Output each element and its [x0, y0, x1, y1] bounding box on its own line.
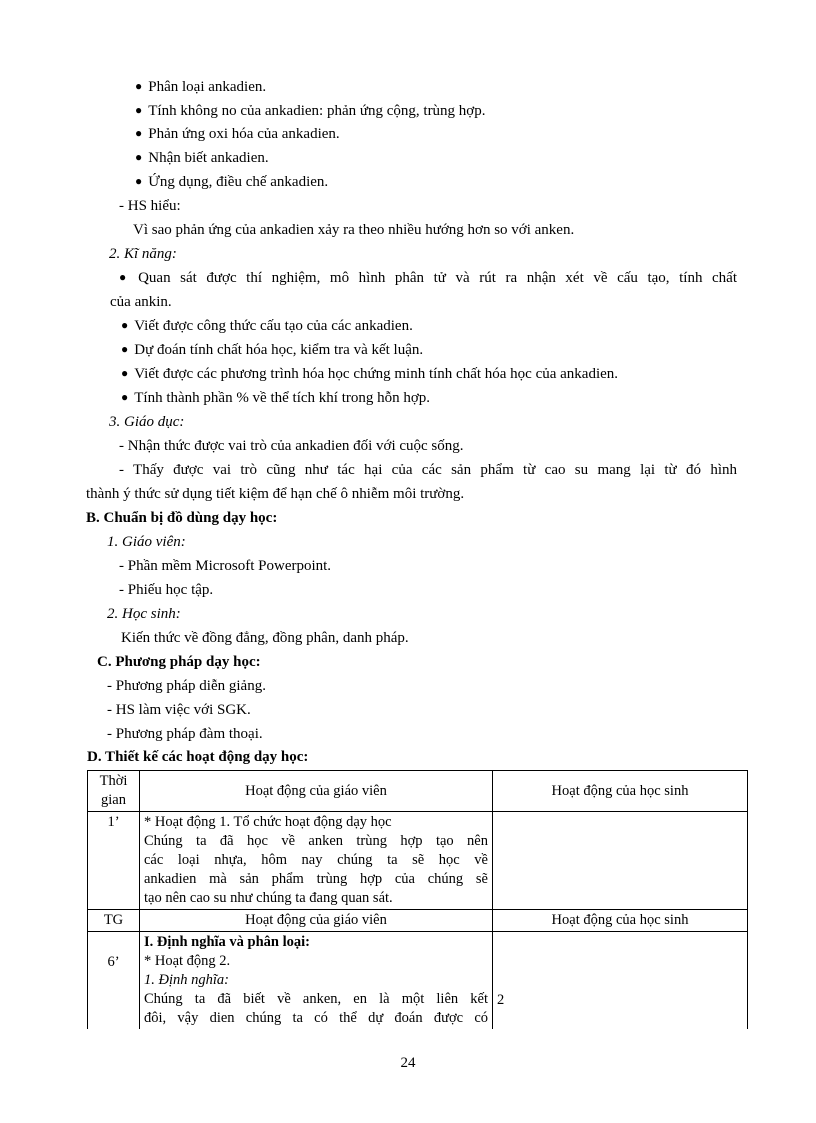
objective-item: ● Phản ứng oxi hóa của ankadien.: [135, 124, 340, 144]
objective-item: ● Nhận biết ankadien.: [135, 148, 269, 168]
ki-nang-item: ● Viết được công thức cấu tạo của các ankadien.: [121, 316, 413, 336]
activity-label: * Hoạt động 2.: [144, 953, 231, 969]
time-header-line1: Thời: [99, 773, 128, 789]
ki-nang-item: ● Dự đoán tính chất hóa học, kiểm tra và kết luận.: [121, 340, 423, 360]
giao-duc-line-cont: thành ý thức sử dụng tiết kiệm để hạn chế ô nhiễm môi trường.: [86, 486, 465, 502]
activity-line: Chúng ta đã biết về anken, en là một liên kết: [144, 991, 488, 1007]
objective-item: ● Phân loại ankadien.: [135, 77, 266, 97]
table-header-row-2: [88, 910, 748, 932]
ki-nang-first-line: ● Quan sát được thí nghiệm, mô hình phân tử và rút ra nhận xét về cấu tạo, tính chất: [119, 268, 737, 288]
giao-duc-heading: 3. Giáo dục:: [109, 414, 185, 430]
lesson-plan-table: [87, 770, 748, 1029]
ki-nang-item: ● Viết được các phương trình hóa học chứng minh tính chất hóa học của ankadien.: [121, 364, 618, 384]
section-b-heading: B. Chuẩn bị đồ dùng dạy học:: [86, 510, 278, 526]
time-header-line2: gian: [101, 792, 126, 808]
teacher-header: Hoạt động của giáo viên: [140, 771, 493, 812]
row-student-activity: [493, 812, 748, 910]
table-row: [88, 812, 748, 910]
activity-title: I. Định nghĩa và phân loại:: [144, 934, 311, 950]
section-c-heading: C. Phương pháp dạy học:: [97, 654, 261, 670]
table-header-row: [88, 771, 748, 812]
student-text: Kiến thức về đồng đẳng, đồng phân, danh pháp.: [121, 630, 409, 646]
tg-header: TG: [88, 910, 140, 932]
student-heading: 2. Học sinh:: [107, 606, 181, 622]
row-time: 6’: [88, 932, 140, 1030]
giao-duc-line: - Thấy được vai trò cũng như tác hại của các sản phẩm từ cao su mang lại từ đó hình: [119, 462, 737, 478]
ki-nang-item: ● Tính thành phần % về thể tích khí trong hỗn hợp.: [121, 388, 430, 408]
row-time: 1’: [88, 812, 140, 910]
teacher-item: - Phiếu học tập.: [119, 582, 214, 598]
activity-line: các loại nhựa, hôm nay chúng ta sẽ học về: [144, 852, 488, 868]
activity-line: tạo nên cao su như chúng ta đang quan sát.: [144, 890, 393, 906]
activity-line: * Hoạt động 1. Tổ chức hoạt động dạy học: [144, 814, 392, 830]
activity-line: đôi, vậy dien chúng ta có thể dự đoán được có: [144, 1010, 488, 1026]
teacher-heading: 1. Giáo viên:: [107, 534, 186, 550]
objective-item: ● Ứng dụng, điều chế ankadien.: [135, 172, 328, 192]
activity-sub-heading: 1. Định nghĩa:: [144, 972, 229, 988]
hs-hieu-text: Vì sao phản ứng của ankadien xảy ra theo nhiều hướng hơn so với anken.: [133, 222, 575, 238]
ki-nang-first-line-cont: của ankin.: [110, 294, 172, 310]
activity-line: ankadien mà sản phẩm trùng hợp của chúng sẽ: [144, 871, 488, 887]
method-item: - HS làm việc với SGK.: [107, 702, 251, 718]
method-item: - Phương pháp đàm thoại.: [107, 726, 263, 742]
row-teacher-activity: [140, 812, 493, 910]
activity-line: Chúng ta đã học về anken trùng hợp tạo nên: [144, 833, 488, 849]
row-teacher-activity: [140, 932, 493, 1030]
ki-nang-heading: 2. Kĩ năng:: [109, 246, 177, 262]
row-student-activity: 2: [493, 932, 748, 1030]
section-d-heading: D. Thiết kế các hoạt động dạy học:: [87, 749, 309, 765]
hs-hieu-label: - HS hiểu:: [119, 198, 181, 214]
time-header: [88, 771, 140, 812]
student-header: Hoạt động của học sinh: [493, 910, 748, 932]
objective-item: ● Tính không no của ankadien: phản ứng cộng, trùng hợp.: [135, 101, 486, 121]
teacher-item: - Phần mềm Microsoft Powerpoint.: [119, 558, 332, 574]
teacher-header: Hoạt động của giáo viên: [140, 910, 493, 932]
giao-duc-line: - Nhận thức được vai trò của ankadien đối với cuộc sống.: [119, 438, 464, 454]
table-row: [88, 932, 748, 1030]
page-number: 24: [400, 1055, 416, 1071]
method-item: - Phương pháp diễn giảng.: [107, 678, 266, 694]
student-header: Hoạt động của học sinh: [493, 771, 748, 812]
